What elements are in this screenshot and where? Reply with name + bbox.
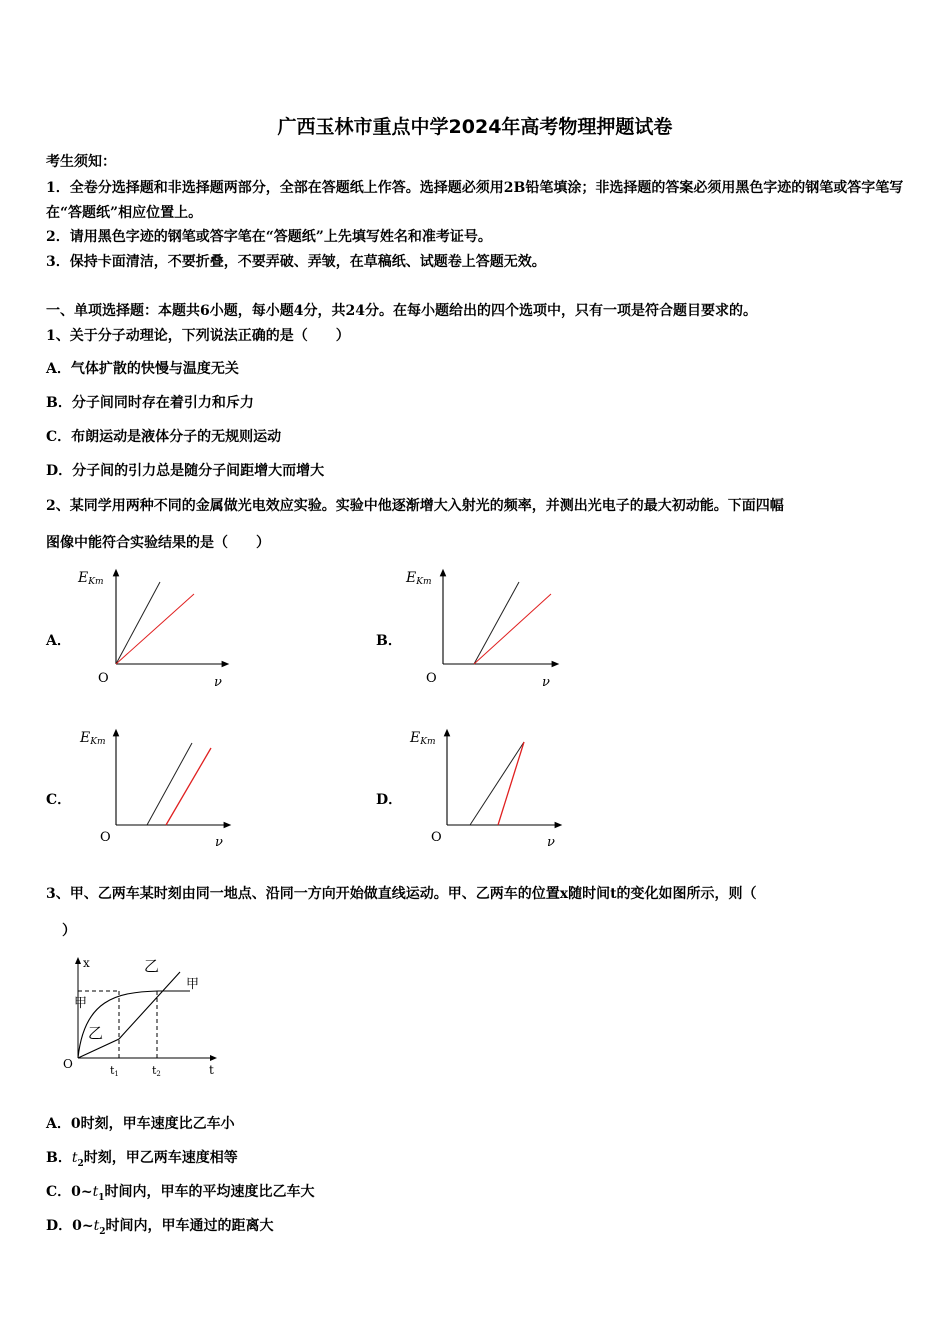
jia-label-left: 甲 xyxy=(74,996,88,1011)
t2-label: t2 xyxy=(152,1064,161,1078)
q1-option-c: C．布朗运动是液体分子的无规则运动 xyxy=(46,429,282,445)
y-axis-label: x xyxy=(83,956,90,970)
y-axis-label: EKm xyxy=(80,730,106,747)
notice-item-2: 2．请用黑色字迹的钢笔或答字笔在“答题纸”上先填写姓名和准考证号。 xyxy=(46,229,492,245)
yi-label-bottom: 乙 xyxy=(88,1024,104,1042)
graph-a-label: A． xyxy=(46,633,71,649)
origin-label: O xyxy=(426,671,437,686)
black-line xyxy=(116,582,160,664)
graph-a xyxy=(70,560,240,690)
graph-c-label: C． xyxy=(46,792,72,808)
q1-stem: 1、关于分子动理论，下列说法正确的是（ ） xyxy=(46,328,350,344)
q3-option-b: B．$t_2$时刻，甲乙两车速度相等 xyxy=(46,1150,238,1169)
black-line xyxy=(470,742,524,825)
notice-item-3: 3．保持卡面清洁，不要折叠，不要弄破、弄皱，在草稿纸、试题卷上答题无效。 xyxy=(46,254,546,270)
page-title: 广西玉林市重点中学2024年高考物理押题试卷 xyxy=(277,116,673,138)
black-line xyxy=(147,743,192,825)
q3-stem: 3、甲、乙两车某时刻由同一地点、沿同一方向开始做直线运动。甲、乙两车的位置x随时间t的变化如图所示，则（ xyxy=(46,886,757,902)
yi-line xyxy=(78,972,180,1058)
origin-label: O xyxy=(98,671,109,686)
black-line xyxy=(474,582,519,664)
x-axis-label: ν xyxy=(542,675,550,690)
red-line xyxy=(166,748,211,825)
jia-label-right: 甲 xyxy=(186,977,200,992)
q3-option-d: D．$0\sim t_2$时间内，甲车通过的距离大 xyxy=(46,1218,274,1237)
graph-b xyxy=(400,560,570,690)
x-axis-label: ν xyxy=(547,835,555,850)
origin-label: O xyxy=(431,830,442,845)
red-line xyxy=(116,594,194,664)
y-axis-label: EKm xyxy=(78,570,104,587)
q2-stem-line2: 图像中能符合实验结果的是（ ） xyxy=(46,535,270,551)
red-line xyxy=(498,742,524,825)
q3-option-a: A．0时刻，甲车速度比乙车小 xyxy=(46,1116,235,1132)
q1-option-a: A．气体扩散的快慢与温度无关 xyxy=(46,361,239,377)
origin-label: O xyxy=(63,1057,73,1071)
q1-option-b: B．分子间同时存在着引力和斥力 xyxy=(46,395,254,411)
red-line xyxy=(474,594,551,664)
graph-c xyxy=(70,720,240,850)
x-axis-label: ν xyxy=(215,835,223,850)
x-axis-label: t xyxy=(209,1063,214,1077)
y-axis-label: EKm xyxy=(406,570,432,587)
yi-label-top: 乙 xyxy=(144,957,160,975)
x-axis-label: ν xyxy=(214,675,222,690)
q1-option-d: D．分子间的引力总是随分子间距增大而增大 xyxy=(46,463,325,479)
notice-heading: 考生须知： xyxy=(46,154,116,170)
y-axis-label: EKm xyxy=(410,730,436,747)
graph-d-label: D． xyxy=(376,792,403,808)
xt-graph xyxy=(58,950,228,1080)
origin-label: O xyxy=(100,830,111,845)
graph-d xyxy=(400,720,570,850)
graph-b-label: B． xyxy=(376,633,402,649)
t1-label: t1 xyxy=(110,1064,119,1078)
q2-stem-line1: 2、某同学用两种不同的金属做光电效应实验。实验中他逐渐增大入射光的频率，并测出光电子的最大初动能。下面四幅 xyxy=(46,498,784,514)
section-heading: 一、单项选择题：本题共6小题，每小题4分，共24分。在每小题给出的四个选项中，只有一项是符合题目要求的。 xyxy=(46,303,757,319)
notice-item-1: 1．全卷分选择题和非选择题两部分，全部在答题纸上作答。选择题必须用2B铅笔填涂；非选择题的答案必须用黑色字迹的钢笔或答字笔写在“答题纸”相应位置上。 xyxy=(46,180,904,221)
q3-option-c: C．$0\sim t_1$时间内，甲车的平均速度比乙车大 xyxy=(46,1184,315,1203)
q3-stem-tail: ） xyxy=(62,923,76,939)
